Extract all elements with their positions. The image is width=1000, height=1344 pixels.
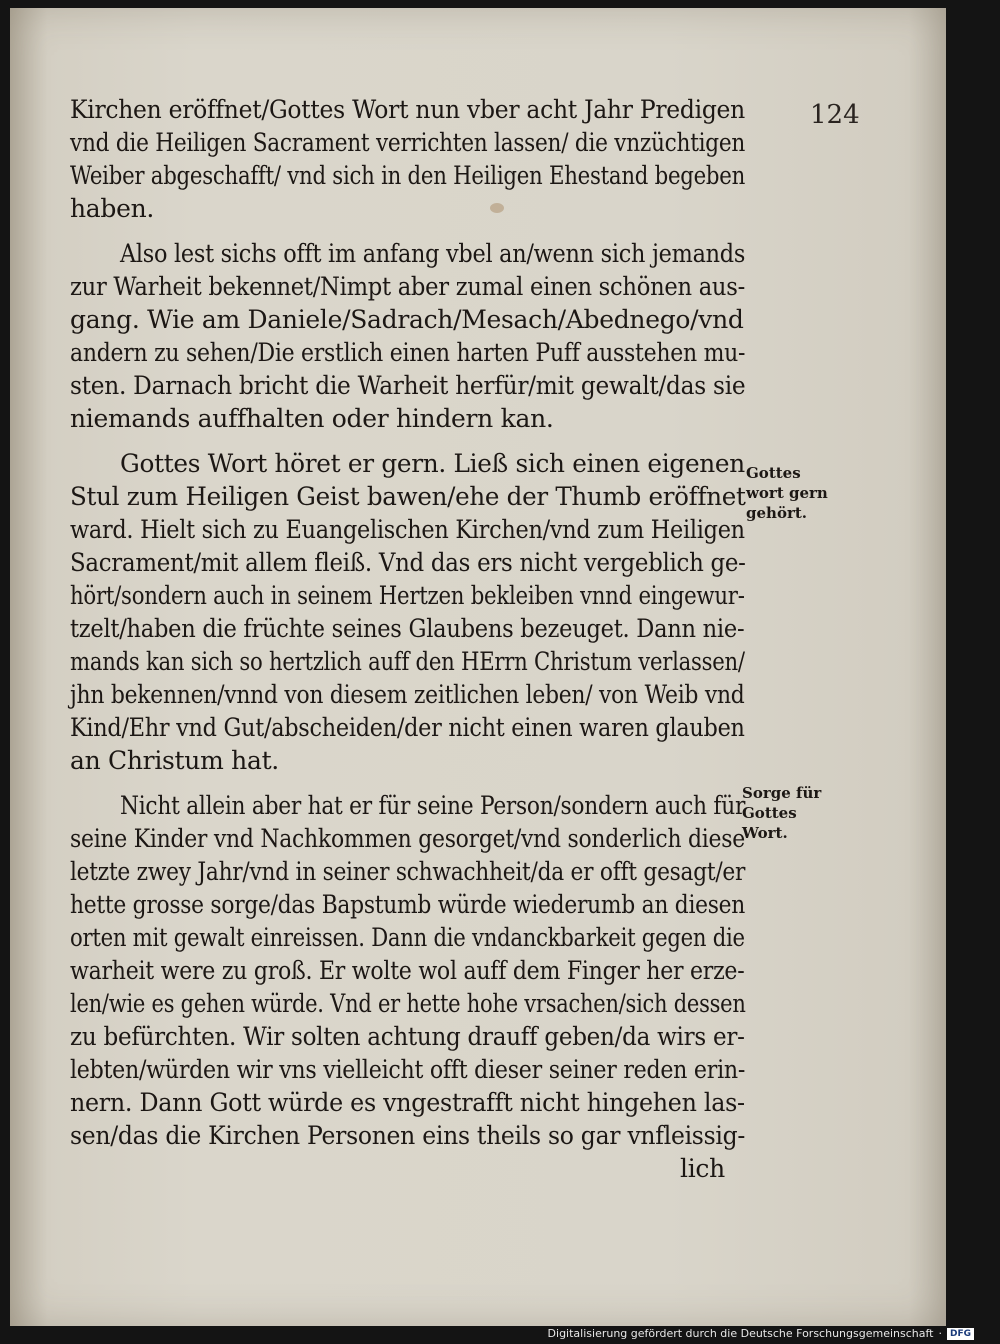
text-line: Gottes Wort höret er gern. Ließ sich einen eigenen	[120, 449, 745, 478]
margin-note-gottes-wort	[746, 463, 828, 523]
text-line: gang. Wie am Daniele/Sadrach/Mesach/Abednego/vnd	[70, 305, 744, 334]
text-line: sten. Darnach bricht die Warheit herfür/mit gewalt/das sie	[70, 371, 746, 400]
text-line: zur Warheit bekennet/Nimpt aber zumal einen schönen aus-	[70, 272, 745, 301]
text-line: vnd die Heiligen Sacrament verrichten lassen/ die vnzüchtigen	[70, 128, 746, 157]
text-line: jhn bekennen/vnnd von diesem zeitlichen leben/ von Weib vnd	[70, 680, 745, 709]
text-line: letzte zwey Jahr/vnd in seiner schwachheit/da er offt gesagt/er	[70, 857, 746, 886]
margin-note-sorge	[742, 783, 821, 843]
margin-note-line: gehört.	[746, 504, 807, 522]
text-line: hette grosse sorge/das Bapstumb würde wiederumb an diesen	[70, 890, 746, 919]
text-line: Weiber abgeschafft/ vnd sich in den Heiligen Ehestand begeben	[70, 161, 746, 190]
text-line: nern. Dann Gott würde es vngestrafft nicht hingehen las-	[70, 1088, 745, 1117]
text-line: tzelt/haben die früchte seines Glaubens bezeuget. Dann nie-	[70, 614, 745, 643]
text-line: Nicht allein aber hat er für seine Person/sondern auch für	[120, 791, 746, 820]
margin-note-line: Gottes	[742, 804, 797, 822]
digitization-credit	[548, 1327, 974, 1340]
margin-note-line: wort gern	[746, 484, 828, 502]
text-line: seine Kinder vnd Nachkommen gesorget/vnd sonderlich diese	[70, 824, 745, 853]
margin-note-line: Sorge für	[742, 784, 822, 802]
text-line: Stul zum Heiligen Geist bawen/ehe der Thumb eröffnet	[70, 482, 746, 511]
book-page	[10, 8, 946, 1326]
text-line: lebten/würden wir vns vielleicht offt dieser seiner reden erin-	[70, 1055, 746, 1084]
text-line: sen/das die Kirchen Personen eins theils so gar vnfleissig-	[70, 1121, 746, 1150]
text-line: niemands auffhalten oder hindern kan.	[70, 404, 554, 433]
separator: ·	[938, 1327, 942, 1340]
text-line: zu befürchten. Wir solten achtung drauff geben/da wirs er-	[70, 1022, 745, 1051]
text-line: ward. Hielt sich zu Euangelischen Kirchen/vnd zum Heiligen	[70, 515, 745, 544]
page-number: 124	[810, 100, 860, 130]
credit-text: Digitalisierung gefördert durch die Deutsche Forschungsgemeinschaft	[547, 1327, 934, 1340]
text-line: lich	[680, 1154, 725, 1183]
text-line: orten mit gewalt einreissen. Dann die vndanckbarkeit gegen die	[70, 923, 745, 952]
margin-note-line: Gottes	[746, 464, 801, 482]
text-line: Sacrament/mit allem fleiß. Vnd das ers nicht vergeblich ge-	[70, 548, 746, 577]
text-line: Kind/Ehr vnd Gut/abscheiden/der nicht einen waren glauben	[70, 713, 745, 742]
ink-stain	[490, 203, 504, 213]
text-line: mands kan sich so hertzlich auff den HErrn Christum verlassen/	[70, 647, 745, 676]
margin-note-line: Wort.	[742, 824, 788, 842]
text-line: andern zu sehen/Die erstlich einen harten Puff ausstehen mu-	[70, 338, 746, 367]
text-line: warheit were zu groß. Er wolte wol auff dem Finger her erze-	[70, 956, 745, 985]
text-line: len/wie es gehen würde. Vnd er hette hohe vrsachen/sich dessen	[70, 989, 746, 1018]
text-line: haben.	[70, 194, 155, 223]
text-line: Also lest sichs offt im anfang vbel an/wenn sich jemands	[120, 239, 746, 268]
text-line: Kirchen eröffnet/Gottes Wort nun vber acht Jahr Predigen	[70, 95, 745, 124]
text-line: hört/sondern auch in seinem Hertzen bekleiben vnnd eingewur-	[70, 581, 745, 610]
text-line: an Christum hat.	[70, 746, 279, 775]
dfg-logo-icon: DFG	[947, 1328, 974, 1340]
